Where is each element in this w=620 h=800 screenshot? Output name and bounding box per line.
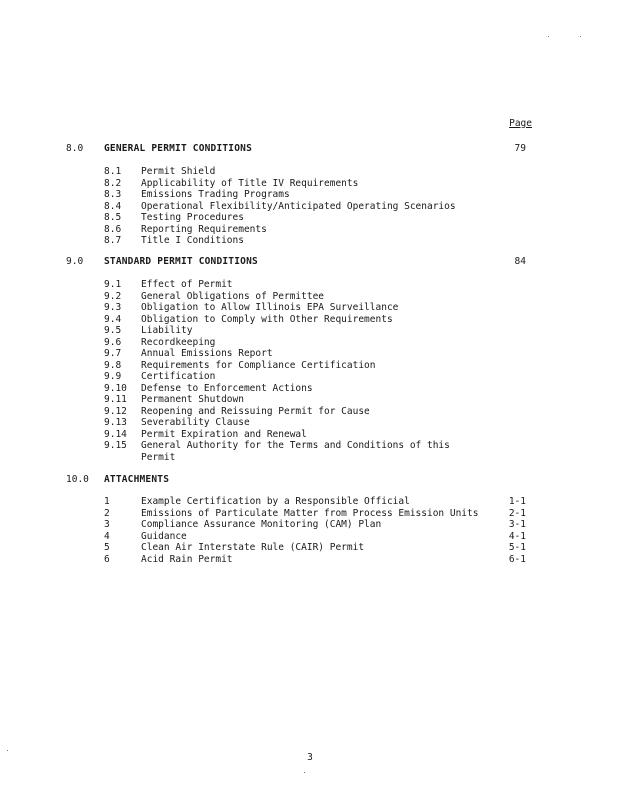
toc-entry: [104, 440, 526, 463]
toc-entry: [104, 496, 526, 508]
section-number: 8.0: [66, 143, 84, 154]
section-page-number: 79: [514, 143, 526, 154]
entry-number: 9.11: [104, 394, 127, 405]
section-items: [104, 279, 526, 463]
toc-entry: [104, 519, 526, 531]
toc-entry: [104, 178, 526, 190]
entry-title: Guidance: [141, 530, 187, 542]
entry-title: Testing Procedures: [141, 212, 244, 223]
section-number: 10.0: [66, 474, 89, 485]
entry-title: Effect of Permit: [141, 279, 233, 290]
entry-title: Obligation to Comply with Other Requirements: [141, 313, 393, 325]
entry-number: 9.10: [104, 382, 127, 394]
entry-page-number: 6-1: [508, 553, 526, 565]
entry-title: Permit Shield: [141, 166, 216, 177]
scan-speck: [580, 36, 581, 37]
toc-entry: [104, 383, 526, 395]
entry-number: 3: [104, 519, 110, 530]
toc-entry: [104, 531, 526, 543]
entry-title: Annual Emissions Report: [141, 348, 273, 359]
entry-title: Obligation to Allow Illinois EPA Surveillance: [141, 302, 399, 313]
entry-number: 9.14: [104, 428, 127, 440]
entry-number: 8.1: [104, 166, 122, 177]
toc-entry: [104, 212, 526, 224]
entry-number: 5: [104, 542, 110, 553]
toc-entry: [104, 429, 526, 441]
entry-number: 9.7: [104, 348, 122, 359]
entry-title: Example Certification by a Responsible Official: [141, 496, 410, 507]
entry-title: Permanent Shutdown: [141, 394, 244, 405]
entry-number: 9.3: [104, 302, 122, 313]
entry-number: 9.2: [104, 290, 122, 302]
entry-number: 9.13: [104, 417, 127, 428]
toc-entry: [104, 406, 526, 418]
toc-entry: [104, 189, 526, 201]
toc-entry: [104, 417, 526, 429]
entry-number: 1: [104, 496, 110, 507]
entry-number: 9.4: [104, 313, 122, 325]
scan-speck: [7, 750, 8, 751]
toc-entry: [104, 325, 526, 337]
entry-number: 4: [104, 530, 110, 542]
entry-title: Acid Rain Permit: [141, 553, 233, 565]
section-title: ATTACHMENTS: [104, 474, 170, 485]
entry-number: 8.4: [104, 200, 122, 212]
entry-title: Defense to Enforcement Actions: [141, 382, 313, 394]
entry-page-number: 4-1: [508, 530, 526, 542]
scan-speck: [304, 772, 305, 773]
entry-number: 9.5: [104, 325, 122, 336]
entry-title: Liability: [141, 325, 193, 336]
entry-number: 9.15: [104, 440, 127, 451]
entry-number: 8.3: [104, 189, 122, 200]
entry-title: Clean Air Interstate Rule (CAIR) Permit: [141, 542, 365, 553]
section-title: STANDARD PERMIT CONDITIONS: [104, 256, 258, 267]
entry-title: Severability Clause: [141, 417, 250, 428]
entry-number: 9.8: [104, 359, 122, 371]
toc-entry: [104, 166, 526, 178]
entry-title: General Authority for the Terms and Conditions of this Permit: [141, 440, 450, 463]
entry-title: Recordkeeping: [141, 336, 216, 348]
entry-title: Requirements for Compliance Certification: [141, 359, 376, 371]
entry-number: 8.5: [104, 212, 122, 223]
entry-page-number: 3-1: [508, 519, 526, 530]
toc-entry: [104, 542, 526, 554]
entry-number: 8.7: [104, 235, 122, 246]
entry-title: General Obligations of Permittee: [141, 290, 325, 302]
section-title: GENERAL PERMIT CONDITIONS: [104, 143, 252, 154]
scan-speck: [548, 36, 549, 37]
section-items: [104, 166, 526, 247]
entry-title: Operational Flexibility/Anticipated Operating Scenarios: [141, 200, 456, 212]
entry-title: Emissions of Particulate Matter from Process Emission Units: [141, 507, 479, 519]
entry-number: 9.9: [104, 371, 122, 382]
toc-entry: [104, 360, 526, 372]
toc-entry: [104, 235, 526, 247]
entry-title: Reporting Requirements: [141, 223, 267, 235]
entry-title: Certification: [141, 371, 216, 382]
toc-entry: [104, 394, 526, 406]
entry-number: 8.2: [104, 177, 122, 189]
section-items: [104, 496, 526, 565]
toc-entry: [104, 201, 526, 213]
entry-page-number: 2-1: [508, 507, 526, 519]
section-number: 9.0: [66, 256, 84, 267]
toc-entry: [104, 302, 526, 314]
entry-number: 2: [104, 507, 110, 519]
toc-entry: [104, 291, 526, 303]
toc-entry: [104, 314, 526, 326]
toc-entry: [104, 337, 526, 349]
entry-title: Emissions Trading Programs: [141, 189, 290, 200]
toc-entry: [104, 554, 526, 566]
toc-entry: [104, 224, 526, 236]
page-number: 3: [307, 752, 313, 763]
entry-title: Permit Expiration and Renewal: [141, 428, 307, 440]
entry-title: Compliance Assurance Monitoring (CAM) Plan: [141, 519, 382, 530]
entry-title: Reopening and Reissuing Permit for Cause: [141, 405, 370, 417]
page-column-label: Page: [509, 118, 532, 129]
toc-entry: [104, 371, 526, 383]
entry-number: 9.1: [104, 279, 122, 290]
toc-entry: [104, 279, 526, 291]
toc-entry: [104, 508, 526, 520]
section-page-number: 84: [514, 256, 526, 267]
entry-title: Title I Conditions: [141, 235, 244, 246]
entry-number: 8.6: [104, 223, 122, 235]
entry-page-number: 1-1: [508, 496, 526, 507]
toc-entry: [104, 348, 526, 360]
entry-title: Applicability of Title IV Requirements: [141, 177, 359, 189]
entry-page-number: 5-1: [508, 542, 526, 553]
entry-number: 6: [104, 553, 110, 565]
entry-number: 9.6: [104, 336, 122, 348]
entry-number: 9.12: [104, 405, 127, 417]
